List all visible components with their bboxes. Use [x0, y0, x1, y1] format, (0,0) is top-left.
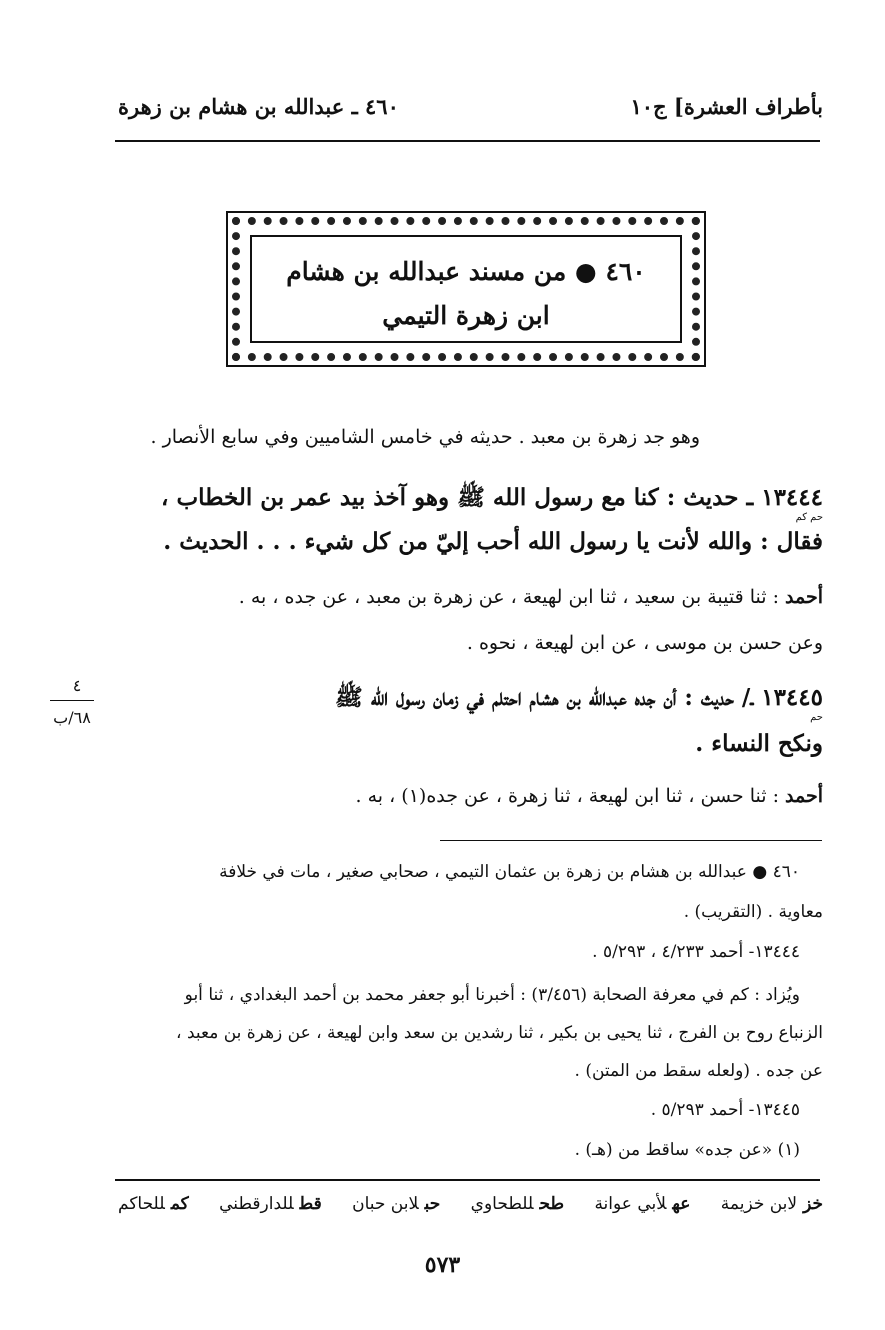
abbreviation-item	[594, 1194, 690, 1214]
abbreviation-item	[219, 1194, 322, 1214]
hadith-13445-isnad	[356, 785, 823, 807]
running-header-chapter: ٤٦٠ ـ عبدالله بن هشام بن زهرة	[118, 94, 399, 119]
margin-folio-ref: ٦٨/ب	[53, 708, 91, 727]
footnote-line: الزنباع روح بن الفرج ، ثنا يحيى بن بكير ، ثنا رشدين بن سعد وابن لهيعة ، عن زهرة بن معبد ،	[176, 1023, 823, 1043]
abbreviation-item	[118, 1194, 189, 1214]
abbreviation-code: طح	[539, 1194, 565, 1214]
footnote-line: ١٣٤٤٥- أحمد ٥/٢٩٣ .	[650, 1100, 800, 1120]
footnote-line: (١) «عن جده» ساقط من (هـ) .	[574, 1140, 800, 1160]
abbreviation-name: للدارقطني	[219, 1194, 294, 1214]
section-title-line-1: ٤٦٠ ● من مسند عبدالله بن هشام	[286, 257, 646, 286]
hadith-13444-isnad	[239, 586, 823, 608]
abbreviation-name: لابن حبان	[352, 1194, 419, 1214]
header-rule	[115, 140, 820, 142]
isnad-text: : ثنا حسن ، ثنا ابن لهيعة ، ثنا زهرة ، عن جده(١) ، به .	[355, 785, 786, 807]
isnad-text: : ثنا قتيبة بن سعيد ، ثنا ابن لهيعة ، عن زهرة بن معبد ، عن جده ، به .	[238, 586, 786, 608]
hadith-13445-source-tag: حم	[810, 712, 823, 723]
footnote-line: ٤٦٠ ● عبدالله بن هشام بن زهرة بن عثمان التيمي ، صحابي صغير ، مات في خلافة	[219, 862, 800, 882]
footnote-line: عن جده . (ولعله سقط من المتن) .	[574, 1061, 823, 1081]
source-name: أحمد	[785, 785, 823, 807]
abbreviation-name: لأبي عوانة	[594, 1194, 667, 1214]
intro-paragraph: وهو جد زهرة بن معبد . حديثه في خامس الشاميين وفي سابع الأنصار .	[150, 426, 700, 448]
running-header-book: بأطراف العشرة] ج١٠	[630, 94, 823, 119]
section-title-line-2: ابن زهرة التيمي	[382, 301, 550, 330]
margin-divider	[50, 700, 94, 701]
abbreviations-key	[118, 1194, 823, 1214]
abbreviation-code: كم	[170, 1194, 189, 1214]
abbreviation-code: خز	[803, 1194, 823, 1214]
hadith-13445-line-2: ونكح النساء .	[695, 730, 823, 757]
title-frame	[226, 211, 706, 367]
footnote-line: معاوية . (التقريب) .	[683, 902, 823, 922]
footnote-rule	[440, 840, 822, 841]
abbreviation-item	[721, 1194, 823, 1214]
abbreviations-rule	[115, 1179, 820, 1181]
hadith-13445-line-1: ١٣٤٤٥ ـ/ حديث : أن جده عبدالله بن هشام احتلم في زمان رسول الله ﷺ	[335, 684, 823, 711]
abbreviation-name: للحاكم	[118, 1194, 165, 1214]
source-name: أحمد	[785, 586, 823, 608]
title-box	[250, 235, 682, 343]
abbreviation-code: حب	[424, 1194, 441, 1214]
hadith-13444-line-1: ١٣٤٤٤ ـ حديث : كنا مع رسول الله ﷺ وهو آخذ بيد عمر بن الخطاب ،	[161, 484, 823, 511]
abbreviation-code: عه	[672, 1194, 691, 1214]
margin-volume-number: ٤	[72, 676, 82, 695]
abbreviation-name: للطحاوي	[470, 1194, 534, 1214]
abbreviation-code: قط	[299, 1194, 322, 1214]
abbreviation-item	[471, 1194, 564, 1214]
hadith-13444-line-2: فقال : والله لأنت يا رسول الله أحب إليّ من كل شيء . . . الحديث .	[163, 528, 823, 555]
abbreviation-item	[352, 1194, 440, 1214]
page-number: ٥٧٣	[424, 1252, 461, 1278]
footnote-line: ويُزاد : كم في معرفة الصحابة (٣/٤٥٦) : أخبرنا أبو جعفر محمد بن أحمد البغدادي ، ثنا أبو	[184, 985, 800, 1005]
hadith-13444-isnad-alt: وعن حسن بن موسى ، عن ابن لهيعة ، نحوه .	[466, 632, 823, 654]
abbreviation-name: لابن خزيمة	[720, 1194, 798, 1214]
hadith-13444-source-tag: حم كم	[795, 512, 823, 523]
footnote-line: ١٣٤٤٤- أحمد ٤/٢٣٣ ، ٥/٢٩٣ .	[592, 942, 800, 962]
